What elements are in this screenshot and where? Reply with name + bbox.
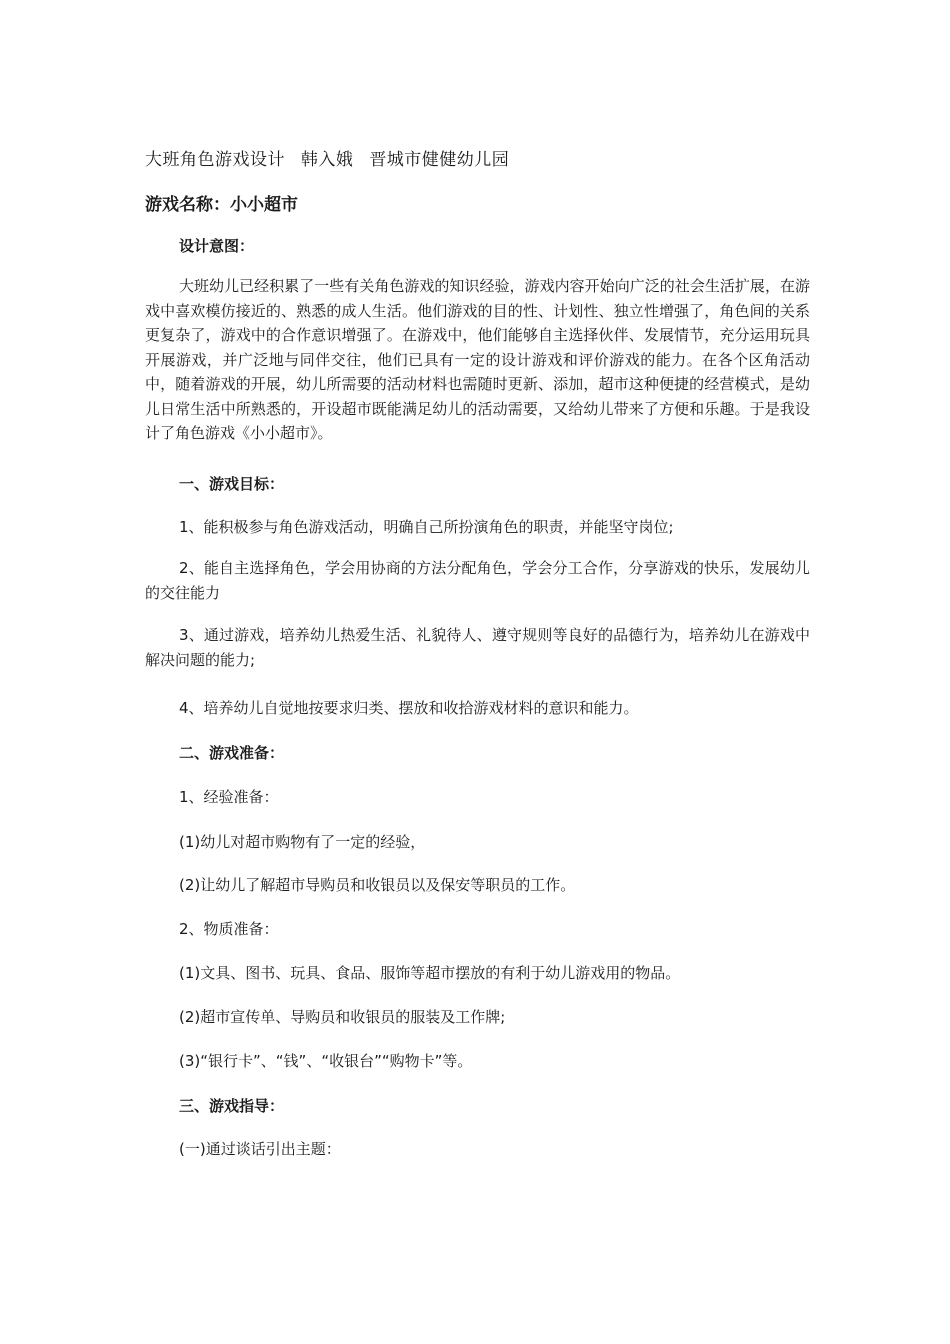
design-intent-paragraph: 大班幼儿已经积累了一些有关角色游戏的知识经验，游戏内容开始向广泛的社会生活扩展，在游戏中喜欢模仿接近的、熟悉的成人生活。他们游戏的目的性、计划性、独立性增强了，角色间的关系更复杂了，游戏中的合作意识增强了。在游戏中，他们能够自主选择伙伴、发展情节，充分运用玩具开展游戏，并广泛地与同伴交往，他们已具有一定的设计游戏和评价游戏的能力。在各个区角活动中，随着游戏的开展，幼儿所需要的活动材料也需随时更新、添加，超市这种便捷的经营模式，是幼儿日常生活中所熟悉的，开设超市既能满足幼儿的活动需要，又给幼儿带来了方便和乐趣。于是我设计了角色游戏《小小超市》。 [145,277,810,442]
guidance-heading: 三、游戏指导： [179,1097,285,1115]
goal-item-4: 4、培养幼儿自觉地按要求归类、摆放和收拾游戏材料的意识和能力。 [179,699,639,717]
goal-item-3: 3、通过游戏，培养幼儿热爱生活、礼貌待人、遵守规则等良好的品德行为，培养幼儿在游戏中解决问题的能力; [145,626,810,669]
document-header [145,145,509,170]
goal-item-2: 2、能自主选择角色，学会用协商的方法分配角色，学会分工合作，分享游戏的快乐，发展幼儿的交往能力 [145,559,810,602]
document-title: 大班角色游戏设计 [145,150,285,170]
material-item-2: (2)超市宣传单、导购员和收银员的服装及工作牌; [179,1008,506,1026]
game-name-heading: 游戏名称：小小超市 [145,195,298,215]
goal-item-1: 1、能积极参与角色游戏活动，明确自己所扮演角色的职责，并能坚守岗位; [179,518,674,536]
experience-item-1: (1)幼儿对超市购物有了一定的经验， [179,833,426,851]
guidance-item-1: (一)通过谈话引出主题： [179,1140,341,1158]
experience-item-2: (2)让幼儿了解超市导购员和收银员以及保安等职员的工作。 [179,876,576,894]
design-intent-heading: 设计意图： [179,237,255,255]
material-heading: 2、物质准备： [179,920,279,938]
preparation-heading: 二、游戏准备： [179,744,285,762]
school-name: 晋城市健健幼儿园 [369,150,510,170]
material-item-1: (1)文具、图书、玩具、食品、服饰等超市摆放的有利于幼儿游戏用的物品。 [179,964,681,982]
goals-heading: 一、游戏目标： [179,475,285,493]
material-item-3: (3)“银行卡”、“钱”、“收银台”“购物卡”等。 [179,1052,473,1070]
experience-heading: 1、经验准备： [179,788,279,806]
author-name: 韩入娥 [300,150,354,170]
